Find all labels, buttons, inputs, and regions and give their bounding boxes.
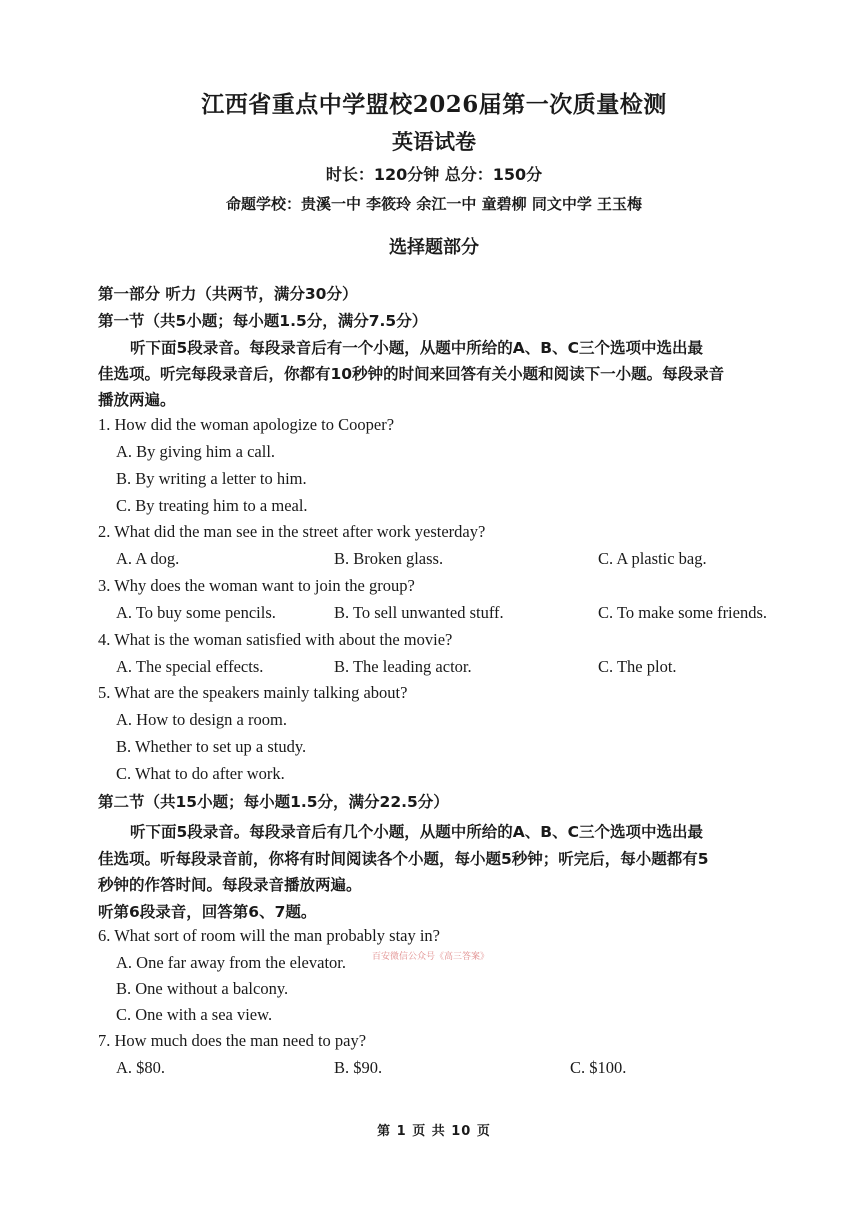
question-2-option-c[interactable]: C. A plastic bag. — [598, 549, 707, 568]
question-2-stem: 2. What did the man see in the street after work yesterday? — [98, 522, 486, 541]
question-3-option-a[interactable]: A. To buy some pencils. — [116, 603, 276, 622]
question-4-option-a[interactable]: A. The special effects. — [116, 657, 264, 676]
question-3-option-c[interactable]: C. To make some friends. — [598, 603, 768, 622]
section1-heading: 第一节（共5小题；每小题1.5分，满分7.5分） — [98, 312, 428, 330]
question-6-option-a[interactable]: A. One far away from the elevator. — [116, 953, 346, 972]
question-5-option-b[interactable]: B. Whether to set up a study. — [116, 737, 307, 756]
section2-instructions-line1: 听下面5段录音。每段录音后有几个小题，从题中所给的A、B、C三个选项中选出最 — [130, 823, 703, 841]
question-6-option-b[interactable]: B. One without a balcony. — [116, 979, 289, 998]
question-3-stem: 3. Why does the woman want to join the group? — [98, 576, 415, 595]
passage-6-note: 听第6段录音，回答第6、7题。 — [98, 903, 317, 921]
question-5-stem: 5. What are the speakers mainly talking about? — [98, 683, 408, 702]
section2-instructions-line3: 秒钟的作答时间。每段录音播放两遍。 — [98, 876, 362, 894]
question-5-option-c[interactable]: C. What to do after work. — [116, 764, 285, 783]
section1-instructions-line1: 听下面5段录音。每段录音后有一个小题，从题中所给的A、B、C三个选项中选出最 — [130, 339, 703, 357]
part1-heading: 第一部分 听力（共两节，满分30分） — [98, 285, 358, 303]
page-number-footer: 第 1 页 共 10 页 — [377, 1124, 491, 1139]
question-3-option-b[interactable]: B. To sell unwanted stuff. — [334, 603, 504, 622]
question-1-option-b[interactable]: B. By writing a letter to him. — [116, 469, 307, 488]
question-7-option-a[interactable]: A. $80. — [116, 1058, 166, 1077]
question-6-option-c[interactable]: C. One with a sea view. — [116, 1005, 273, 1024]
exam-schools: 命题学校：贵溪一中 李筱玲 余江一中 童碧柳 同文中学 王玉梅 — [225, 195, 643, 213]
section2-instructions-line2: 佳选项。听每段录音前，你将有时间阅读各个小题，每小题5秒钟；听完后，每小题都有5 — [98, 850, 709, 868]
question-1-option-c[interactable]: C. By treating him to a meal. — [116, 496, 308, 515]
question-4-option-c[interactable]: C. The plot. — [598, 657, 677, 676]
exam-subtitle: 英语试卷 — [392, 129, 476, 154]
question-4-stem: 4. What is the woman satisfied with about the movie? — [98, 630, 453, 649]
section1-instructions-line3: 播放两遍。 — [98, 391, 176, 409]
section-heading: 选择题部分 — [389, 237, 479, 258]
question-7-stem: 7. How much does the man need to pay? — [98, 1031, 367, 1050]
question-4-option-b[interactable]: B. The leading actor. — [334, 657, 472, 676]
question-7-option-b[interactable]: B. $90. — [334, 1058, 383, 1077]
question-1-option-a[interactable]: A. By giving him a call. — [116, 442, 276, 461]
question-5-option-a[interactable]: A. How to design a room. — [116, 710, 287, 729]
question-1-stem: 1. How did the woman apologize to Cooper? — [98, 415, 395, 434]
exam-title: 江西省重点中学盟校2026届第一次质量检测 — [201, 91, 667, 118]
question-2-option-a[interactable]: A. A dog. — [116, 549, 180, 568]
question-7-option-c[interactable]: C. $100. — [570, 1058, 627, 1077]
section1-instructions-line2: 佳选项。听完每段录音后，你都有10秒钟的时间来回答有关小题和阅读下一小题。每段录音 — [98, 365, 725, 383]
question-2-option-b[interactable]: B. Broken glass. — [334, 549, 444, 568]
watermark: 百安微信公众号《高三答案》 — [372, 952, 490, 962]
question-6-stem: 6. What sort of room will the man probably stay in? — [98, 926, 441, 945]
exam-meta: 时长：120分钟 总分：150分 — [325, 165, 543, 184]
section2-heading: 第二节（共15小题；每小题1.5分，满分22.5分） — [98, 793, 449, 811]
